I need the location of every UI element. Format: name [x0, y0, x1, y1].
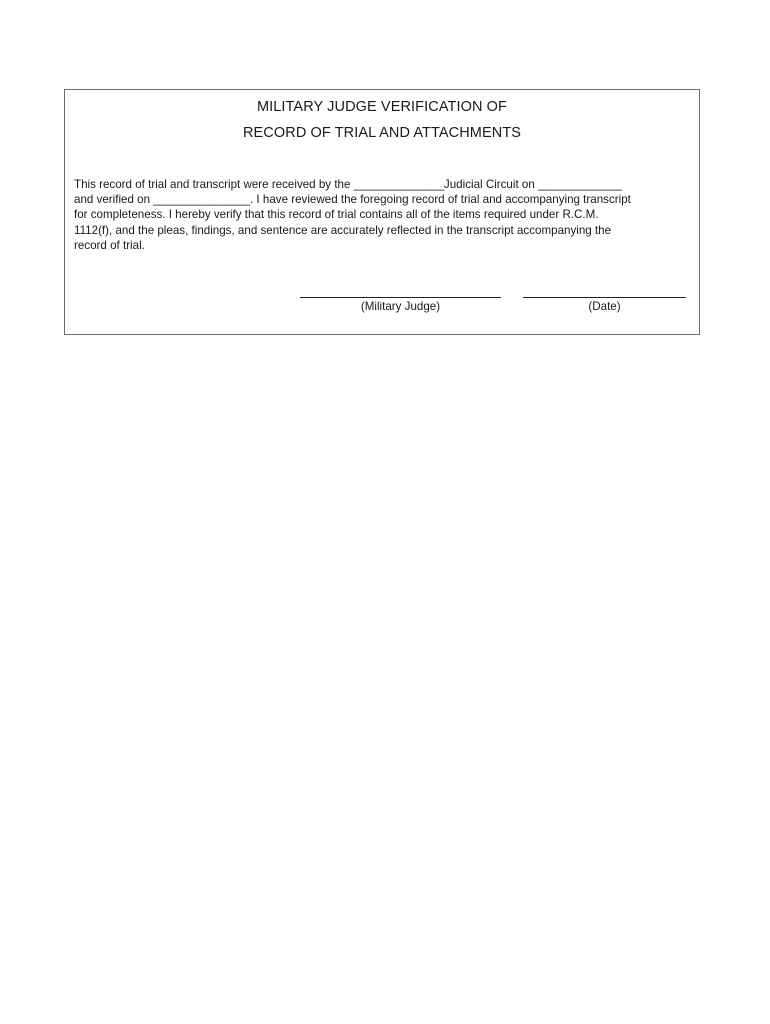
military-judge-signature-line	[300, 297, 501, 298]
statement-line: record of trial.	[74, 238, 145, 252]
statement-line: 1112(f), and the pleas, findings, and sentence are accurately reflected in the transcript accompanying the	[74, 223, 612, 237]
verification-form	[64, 89, 700, 335]
date-label: (Date)	[588, 300, 621, 313]
military-judge-label: (Military Judge)	[360, 300, 441, 313]
form-title-line-2: RECORD OF TRIAL AND ATTACHMENTS	[242, 125, 522, 141]
date-signature-line	[523, 297, 686, 298]
form-title-line-1: MILITARY JUDGE VERIFICATION OF	[256, 99, 508, 115]
statement-line: for completeness. I hereby verify that this record of trial contains all of the items required under R.C.M.	[74, 208, 599, 222]
statement-line: This record of trial and transcript were received by the ______________Judicial Circuit on _____________	[74, 178, 622, 191]
verification-statement	[74, 177, 692, 253]
statement-line: and verified on _______________. I have reviewed the foregoing record of trial and accompanying transcript	[74, 193, 631, 207]
